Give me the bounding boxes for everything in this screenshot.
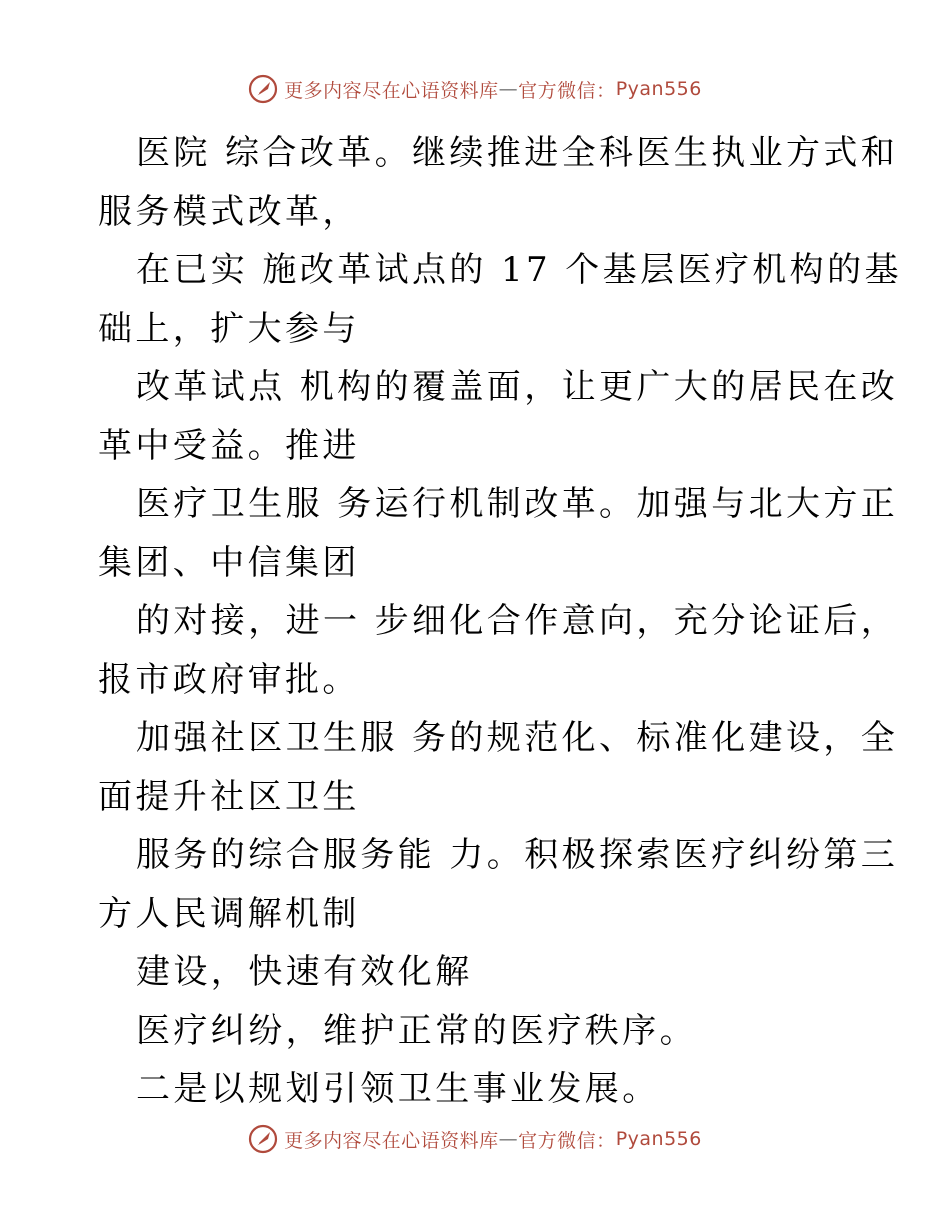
watermark-wechat-id: Pyan556 <box>615 1128 702 1150</box>
quill-logo-icon <box>248 74 278 104</box>
body-line: 建设，快速有效化解 <box>136 952 473 992</box>
watermark-official-label: 官方微信： <box>518 79 616 102</box>
body-line: 方人民调解机制 <box>98 893 360 934</box>
body-line: 医院 综合改革。继续推进全科医生执业方式和 <box>136 133 899 173</box>
body-line: 改革试点 机构的覆盖面，让更广大的居民在改 <box>136 367 899 407</box>
body-line: 的对接，进一 步细化合作意向，充分论证后， <box>136 601 899 641</box>
body-line: 革中受益。推进 <box>98 425 360 466</box>
watermark-dash: — <box>498 78 519 100</box>
body-line: 二是以规划引领卫生事业发展。 <box>136 1069 660 1109</box>
body-line: 础上，扩大参与 <box>98 308 360 349</box>
watermark-official-label: 官方微信： <box>518 1129 616 1152</box>
watermark-brand-text: 更多内容尽在心语资料库 <box>284 79 499 102</box>
header-watermark <box>0 74 950 104</box>
body-line: 加强社区卫生服 务的规范化、标准化建设，全 <box>136 718 899 758</box>
body-line: 集团、中信集团 <box>98 542 360 583</box>
document-body <box>98 124 902 1119</box>
body-line: 报市政府审批。 <box>98 659 360 700</box>
watermark-dash: — <box>498 1128 519 1150</box>
watermark-wechat-id: Pyan556 <box>615 78 702 100</box>
quill-logo-icon <box>248 1124 278 1154</box>
body-line: 服务模式改革， <box>98 191 360 232</box>
body-line: 医疗纠纷，维护正常的医疗秩序。 <box>136 1010 697 1051</box>
watermark-brand-text: 更多内容尽在心语资料库 <box>284 1129 499 1152</box>
body-line: 在已实 施改革试点的 17 个基层医疗机构的基 <box>136 250 902 290</box>
body-line: 医疗卫生服 务运行机制改革。加强与北大方正 <box>136 484 899 524</box>
body-line: 服务的综合服务能 力。积极探索医疗纠纷第三 <box>136 835 899 875</box>
body-line: 面提升社区卫生 <box>98 776 360 817</box>
footer-watermark <box>0 1124 950 1154</box>
